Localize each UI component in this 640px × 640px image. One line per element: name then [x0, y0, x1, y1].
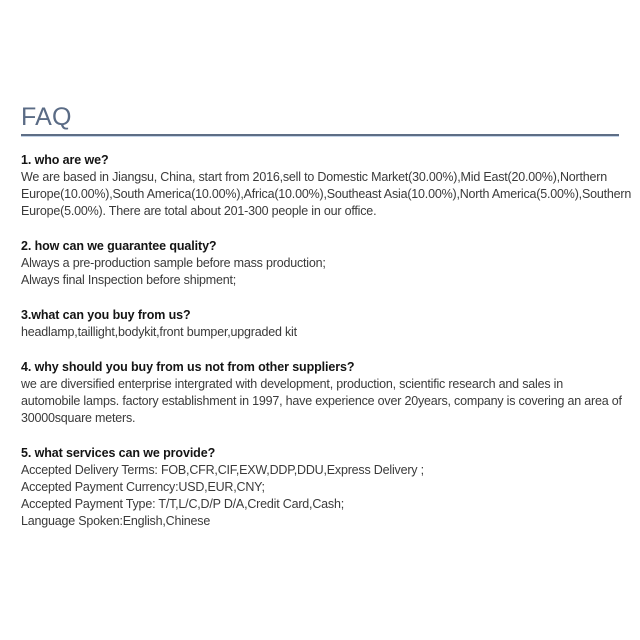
faq-answer-1-line-3: Europe(5.00%). There are total about 201-300 people in our office.: [21, 204, 377, 218]
faq-question-5: 5. what services can we provide?: [21, 446, 216, 460]
faq-question-4: 4. why should you buy from us not from other suppliers?: [21, 360, 355, 374]
faq-question-1: 1. who are we?: [21, 153, 109, 167]
faq-question-2: 2. how can we guarantee quality?: [21, 239, 217, 253]
faq-heading: FAQ: [21, 103, 72, 131]
faq-question-3: 3.what can you buy from us?: [21, 308, 191, 322]
faq-item-3: [21, 307, 619, 341]
faq-item-5: [21, 445, 619, 530]
faq-answer-4-line-2: automobile lamps. factory establishment in 1997, have experience over 20years, company is covering an area of: [21, 394, 622, 408]
faq-answer-3-line-1: headlamp,taillight,bodykit,front bumper,upgraded kit: [21, 325, 297, 339]
faq-answer-2-line-1: Always a pre-production sample before mass production;: [21, 256, 326, 270]
faq-answer-4-line-1: we are diversified enterprise intergrated with development, production, scientific research and sales in: [21, 377, 563, 391]
faq-answer-5-line-2: Accepted Payment Currency:USD,EUR,CNY;: [21, 480, 265, 494]
faq-answer-4-line-3: 30000square meters.: [21, 411, 136, 425]
faq-item-4: [21, 359, 622, 427]
faq-answer-1-line-1: We are based in Jiangsu, China, start from 2016,sell to Domestic Market(30.00%),Mid East(20.00%),Northern: [21, 170, 607, 184]
faq-answer-5-line-1: Accepted Delivery Terms: FOB,CFR,CIF,EXW,DDP,DDU,Express Delivery ;: [21, 463, 424, 477]
heading-divider: [21, 134, 619, 136]
faq-item-2: [21, 238, 619, 289]
faq-answer-2-line-2: Always final Inspection before shipment;: [21, 273, 237, 287]
faq-item-1: [21, 152, 632, 220]
faq-answer-5-line-3: Accepted Payment Type: T/T,L/C,D/P D/A,Credit Card,Cash;: [21, 497, 344, 511]
faq-answer-5-line-4: Language Spoken:English,Chinese: [21, 514, 211, 528]
faq-answer-1-line-2: Europe(10.00%),South America(10.00%),Africa(10.00%),Southeast Asia(10.00%),North America(5.00%),Southern: [21, 187, 632, 201]
faq-list: [21, 152, 632, 530]
